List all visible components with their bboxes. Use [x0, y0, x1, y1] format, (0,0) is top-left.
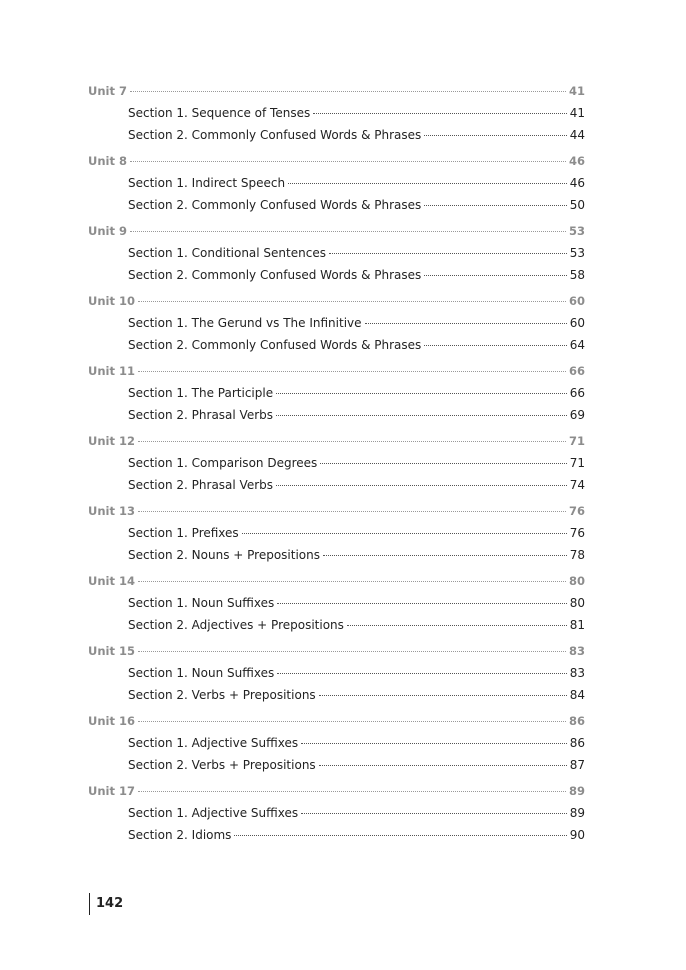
toc-section-entry[interactable] — [88, 102, 585, 124]
toc-section-entry-page-number: 46 — [569, 176, 585, 190]
toc-unit-entry-page-number: 41 — [568, 84, 585, 98]
dot-leader — [130, 231, 566, 232]
toc-section-entry[interactable] — [88, 474, 585, 496]
toc-section-entry[interactable] — [88, 522, 585, 544]
unit-block — [88, 360, 585, 426]
toc-section-entry-label: Section 2. Commonly Confused Words & Phrases — [128, 338, 422, 352]
toc-unit-entry[interactable] — [88, 290, 585, 312]
toc-section-entry[interactable] — [88, 824, 585, 846]
dot-leader — [138, 371, 566, 372]
toc-section-entry-label: Section 2. Adjectives + Prepositions — [128, 618, 344, 632]
toc-unit-entry-page-number: 66 — [568, 364, 585, 378]
toc-section-entry-label: Section 1. Adjective Suffixes — [128, 806, 299, 820]
toc-section-entry[interactable] — [88, 264, 585, 286]
dot-leader — [138, 441, 566, 442]
dot-leader — [138, 721, 566, 722]
unit-block — [88, 290, 585, 356]
toc-unit-entry-label: Unit 12 — [88, 434, 135, 448]
toc-section-entry[interactable] — [88, 802, 585, 824]
dot-leader — [319, 695, 567, 696]
toc-section-entry-label: Section 1. The Gerund vs The Infinitive — [128, 316, 362, 330]
toc-section-entry-page-number: 90 — [569, 828, 585, 842]
toc-section-entry-label: Section 1. Noun Suffixes — [128, 666, 275, 680]
toc-section-entry-label: Section 2. Phrasal Verbs — [128, 478, 274, 492]
dot-leader — [347, 625, 567, 626]
toc-section-entry-label: Section 2. Verbs + Prepositions — [128, 758, 316, 772]
unit-block — [88, 220, 585, 286]
toc-section-entry[interactable] — [88, 334, 585, 356]
toc-section-entry[interactable] — [88, 124, 585, 146]
toc-section-entry-page-number: 74 — [569, 478, 585, 492]
dot-leader — [301, 813, 567, 814]
toc-section-entry[interactable] — [88, 754, 585, 776]
toc-section-entry-label: Section 2. Verbs + Prepositions — [128, 688, 316, 702]
toc-unit-entry[interactable] — [88, 710, 585, 732]
toc-section-entry-page-number: 89 — [569, 806, 585, 820]
toc-section-entry-page-number: 66 — [569, 386, 585, 400]
toc-section-entry-page-number: 86 — [569, 736, 585, 750]
page-number: 142 — [89, 893, 123, 915]
toc-section-entry[interactable] — [88, 172, 585, 194]
dot-leader — [424, 135, 566, 136]
toc-section-entry-label: Section 1. Conditional Sentences — [128, 246, 326, 260]
toc-unit-entry-label: Unit 11 — [88, 364, 135, 378]
toc-unit-entry[interactable] — [88, 80, 585, 102]
toc-unit-entry-page-number: 60 — [568, 294, 585, 308]
dot-leader — [424, 205, 566, 206]
toc-unit-entry-label: Unit 14 — [88, 574, 135, 588]
toc-unit-entry-page-number: 53 — [568, 224, 585, 238]
toc-section-entry-page-number: 69 — [569, 408, 585, 422]
toc-unit-entry-label: Unit 8 — [88, 154, 127, 168]
toc-unit-entry[interactable] — [88, 640, 585, 662]
dot-leader — [138, 511, 566, 512]
dot-leader — [276, 485, 567, 486]
dot-leader — [319, 765, 567, 766]
toc-section-entry[interactable] — [88, 732, 585, 754]
toc-unit-entry-label: Unit 17 — [88, 784, 135, 798]
dot-leader — [130, 161, 566, 162]
toc-section-entry[interactable] — [88, 592, 585, 614]
toc-section-entry-label: Section 1. Sequence of Tenses — [128, 106, 311, 120]
toc-unit-entry-page-number: 46 — [568, 154, 585, 168]
unit-block — [88, 150, 585, 216]
toc-section-entry[interactable] — [88, 404, 585, 426]
dot-leader — [276, 415, 567, 416]
dot-leader — [320, 463, 566, 464]
toc-section-entry-page-number: 87 — [569, 758, 585, 772]
toc-section-entry[interactable] — [88, 662, 585, 684]
dot-leader — [301, 743, 567, 744]
toc-section-entry-page-number: 71 — [569, 456, 585, 470]
toc-unit-entry-label: Unit 9 — [88, 224, 127, 238]
toc-section-entry-label: Section 2. Nouns + Prepositions — [128, 548, 320, 562]
toc-section-entry-page-number: 50 — [569, 198, 585, 212]
toc-unit-entry-label: Unit 7 — [88, 84, 127, 98]
toc-section-entry[interactable] — [88, 382, 585, 404]
toc-unit-entry[interactable] — [88, 430, 585, 452]
unit-block — [88, 570, 585, 636]
toc-section-entry-page-number: 60 — [569, 316, 585, 330]
toc-unit-entry[interactable] — [88, 500, 585, 522]
toc-section-entry-label: Section 1. Indirect Speech — [128, 176, 286, 190]
toc-section-entry-label: Section 1. Comparison Degrees — [128, 456, 318, 470]
dot-leader — [277, 673, 567, 674]
dot-leader — [130, 91, 566, 92]
toc-section-entry-label: Section 2. Commonly Confused Words & Phrases — [128, 268, 422, 282]
toc-section-entry[interactable] — [88, 614, 585, 636]
dot-leader — [138, 301, 566, 302]
toc-section-entry[interactable] — [88, 544, 585, 566]
toc-section-entry-page-number: 83 — [569, 666, 585, 680]
dot-leader — [288, 183, 567, 184]
toc-unit-entry[interactable] — [88, 780, 585, 802]
toc-section-entry-label: Section 2. Commonly Confused Words & Phrases — [128, 198, 422, 212]
toc-section-entry-page-number: 58 — [569, 268, 585, 282]
dot-leader — [424, 275, 566, 276]
toc-section-entry-page-number: 78 — [569, 548, 585, 562]
toc-section-entry-page-number: 76 — [569, 526, 585, 540]
toc-section-entry[interactable] — [88, 312, 585, 334]
toc-unit-entry[interactable] — [88, 220, 585, 242]
unit-block — [88, 780, 585, 846]
toc-section-entry-label: Section 1. Adjective Suffixes — [128, 736, 299, 750]
dot-leader — [323, 555, 567, 556]
dot-leader — [365, 323, 567, 324]
toc-unit-entry-page-number: 83 — [568, 644, 585, 658]
unit-block — [88, 710, 585, 776]
dot-leader — [234, 835, 566, 836]
toc-unit-entry-label: Unit 10 — [88, 294, 135, 308]
unit-block — [88, 640, 585, 706]
dot-leader — [329, 253, 567, 254]
toc-section-entry-page-number: 64 — [569, 338, 585, 352]
toc-section-entry[interactable] — [88, 684, 585, 706]
toc-section-entry-label: Section 2. Idioms — [128, 828, 232, 842]
toc-unit-entry-label: Unit 15 — [88, 644, 135, 658]
dot-leader — [277, 603, 567, 604]
toc-section-entry-label: Section 1. Prefixes — [128, 526, 239, 540]
toc-section-entry-label: Section 2. Phrasal Verbs — [128, 408, 274, 422]
toc-unit-entry-label: Unit 13 — [88, 504, 135, 518]
toc-unit-entry[interactable] — [88, 360, 585, 382]
toc-section-entry[interactable] — [88, 194, 585, 216]
table-of-contents — [88, 80, 585, 850]
toc-unit-entry-page-number: 71 — [568, 434, 585, 448]
toc-unit-entry-page-number: 86 — [568, 714, 585, 728]
dot-leader — [242, 533, 567, 534]
dot-leader — [138, 581, 566, 582]
dot-leader — [313, 113, 567, 114]
toc-section-entry-page-number: 41 — [569, 106, 585, 120]
toc-section-entry-label: Section 1. Noun Suffixes — [128, 596, 275, 610]
toc-section-entry-page-number: 80 — [569, 596, 585, 610]
toc-section-entry-page-number: 44 — [569, 128, 585, 142]
toc-unit-entry[interactable] — [88, 570, 585, 592]
toc-section-entry[interactable] — [88, 242, 585, 264]
toc-unit-entry-label: Unit 16 — [88, 714, 135, 728]
dot-leader — [138, 791, 566, 792]
unit-block — [88, 430, 585, 496]
toc-section-entry[interactable] — [88, 452, 585, 474]
unit-block — [88, 80, 585, 146]
toc-unit-entry[interactable] — [88, 150, 585, 172]
toc-unit-entry-page-number: 80 — [568, 574, 585, 588]
toc-section-entry-label: Section 2. Commonly Confused Words & Phrases — [128, 128, 422, 142]
toc-section-entry-label: Section 1. The Participle — [128, 386, 274, 400]
dot-leader — [276, 393, 567, 394]
toc-unit-entry-page-number: 76 — [568, 504, 585, 518]
dot-leader — [138, 651, 566, 652]
unit-block — [88, 500, 585, 566]
toc-section-entry-page-number: 84 — [569, 688, 585, 702]
toc-unit-entry-page-number: 89 — [568, 784, 585, 798]
toc-section-entry-page-number: 53 — [569, 246, 585, 260]
dot-leader — [424, 345, 566, 346]
toc-section-entry-page-number: 81 — [569, 618, 585, 632]
